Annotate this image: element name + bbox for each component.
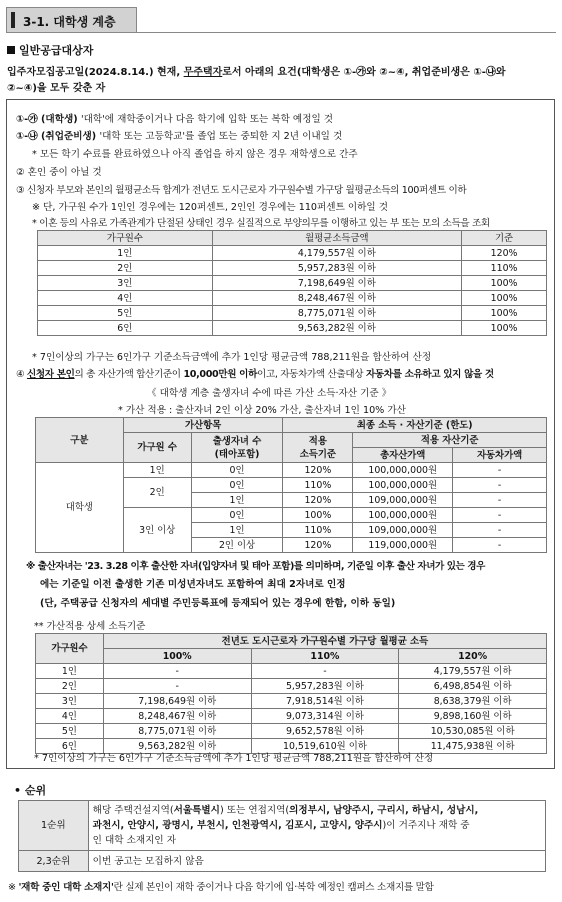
detail-h-100: 100% [103, 649, 251, 664]
bonus-h-car: 자동차가액 [453, 448, 547, 463]
table-cell: 7,198,649원 이하 [212, 276, 462, 291]
bonus-h-income-l2: 소득기준 [299, 448, 336, 460]
table-cell: 8,638,379원 이하 [399, 694, 547, 709]
table-cell: 110% [283, 523, 353, 538]
table-cell: 7,198,649원 이하 [103, 694, 251, 709]
table-cell: 1인 [38, 246, 213, 261]
table-cell: 120% [283, 493, 353, 508]
table-row [36, 463, 547, 478]
table-row [36, 709, 547, 724]
square-bullet-icon [7, 46, 15, 54]
bonus-title: 《 대학생 계층 출생자녀 수에 따른 가산 소득·자산 기준 》 [147, 388, 392, 399]
bonus-table [35, 417, 547, 553]
section-title-text: 일반공급대상자 [19, 44, 94, 57]
table-cell: 0인 [191, 478, 283, 493]
rank-2-label: 2,3순위 [19, 851, 89, 872]
table-cell: 120% [462, 246, 547, 261]
table-cell: 3인 이상 [123, 508, 191, 553]
rank-1-line2 [93, 818, 541, 833]
item-three: ③ 신청자 부모와 본인의 월평균소득 합계가 전년도 도시근로자 가구원수별 가구당 월평균소득의 100퍼센트 이하 [16, 185, 467, 196]
table-cell: 1인 [36, 664, 104, 679]
header-divider [137, 32, 556, 33]
bonus-note1: ※ 출산자녀는 '23. 3.28 이후 출산한 자녀(입양자녀 및 태아 포함)를 의미하며, 기준일 이후 출산 자녀가 있는 경우 [26, 561, 485, 572]
detail-h-members: 가구원수 [36, 634, 104, 664]
bonus-h-members: 가구원 수 [123, 433, 191, 463]
item-four-subject: 신청자 본인 [26, 369, 75, 380]
rank-1-line3: 인 대학 소재지인 자 [92, 835, 176, 846]
table-cell: 6,498,854원 이하 [399, 679, 547, 694]
table-cell: 2인 [36, 679, 104, 694]
table-cell: 1인 [191, 493, 283, 508]
bonus-h-children-l2: (태아포함) [214, 448, 260, 460]
bonus-h-max: 최종 소득 · 자산기준 (한도) [283, 418, 547, 433]
table-cell: 3인 [36, 694, 104, 709]
table-cell: 10,519,610원 이하 [251, 739, 399, 754]
bonus-h-children [191, 433, 283, 463]
table-cell: 5,957,283원 이하 [212, 261, 462, 276]
table-cell: 2인 [38, 261, 213, 276]
item-b [16, 128, 342, 142]
table-cell: - [251, 664, 399, 679]
table-cell: 9,563,282원 이하 [103, 739, 251, 754]
detail-note: * 7인이상의 가구는 6인가구 기준소득금액에 추가 1인당 평균금액 788,211원을 합산하여 산정 [34, 753, 434, 764]
table-cell: 100% [462, 276, 547, 291]
table-cell: 0인 [191, 463, 283, 478]
income-col-header: 가구원수 [38, 231, 213, 246]
table-row [38, 306, 547, 321]
table-cell: 5,957,283원 이하 [251, 679, 399, 694]
item-four-text: 의 총 자산가액 합산기준이 [74, 369, 184, 380]
table-cell: 4,179,557원 이하 [399, 664, 547, 679]
intro-text-a: 입주자모집공고일(2024.8.14.) 현재, [7, 67, 184, 78]
rank-1-seoul: 서울특별시 [173, 805, 220, 816]
table-cell: 110% [283, 478, 353, 493]
table-cell: - [453, 493, 547, 508]
item-four-num: ④ [16, 369, 27, 380]
table-cell: - [103, 679, 251, 694]
item-a [16, 111, 333, 125]
table-cell: 9,073,314원 이하 [251, 709, 399, 724]
table-cell: 6인 [36, 739, 104, 754]
table-cell: 1인 [191, 523, 283, 538]
item-four-car: 자동차를 소유하고 있지 않을 것 [365, 369, 494, 380]
table-cell: 110% [462, 261, 547, 276]
table-cell: 8,775,071원 이하 [103, 724, 251, 739]
table-cell: 9,652,578원 이하 [251, 724, 399, 739]
detail-table [35, 633, 547, 754]
item-b-body: '대학 또는 고등학교'를 졸업 또는 중퇴한 지 2년 이내일 것 [99, 131, 343, 142]
table-row [36, 664, 547, 679]
table-row [36, 694, 547, 709]
rank-1-cities-b: 과천시, 안양시, 광명시, 부천시, 인천광역시, 김포시, 고양시, 양주시 [92, 820, 383, 831]
table-cell: 4인 [36, 709, 104, 724]
table-cell: 8,775,071원 이하 [212, 306, 462, 321]
table-cell: 6인 [38, 321, 213, 336]
bonus-h-add: 가산항목 [123, 418, 283, 433]
table-cell: 100,000,000원 [353, 463, 453, 478]
rank-1-text-a: 해당 주택건설지역( [92, 805, 174, 816]
table-cell: - [103, 664, 251, 679]
table-cell: 109,000,000원 [353, 523, 453, 538]
table-cell: 100,000,000원 [353, 478, 453, 493]
table-cell: - [453, 478, 547, 493]
table-row [36, 679, 547, 694]
table-cell: 100% [283, 508, 353, 523]
bonus-h-asset: 적용 자산기준 [353, 433, 547, 448]
rank-1-cities-a: 의정부시, 남양주시, 구리시, 하남시, 성남시, [289, 805, 479, 816]
rank-2-desc: 이번 공고는 모집하지 않음 [88, 851, 545, 872]
item-four-text2: 이고, 자동차가액 산출대상 [257, 369, 366, 380]
section-header [6, 7, 137, 33]
income-note: * 7인이상의 가구는 6인가구 기준소득금액에 추가 1인당 평균금액 788,211원을 합산하여 산정 [32, 352, 432, 363]
detail-header-row2 [36, 649, 547, 664]
bonus-group-label: 대학생 [36, 463, 124, 553]
bonus-header-row1 [36, 418, 547, 433]
table-cell: 7,918,514원 이하 [251, 694, 399, 709]
intro-line1 [7, 63, 506, 78]
table-cell: 100% [462, 321, 547, 336]
bonus-subtitle: * 가산 적용 : 출산자녀 2인 이상 20% 가산, 출산자녀 1인 10% 가산 [118, 405, 406, 416]
detail-h-120: 120% [399, 649, 547, 664]
table-cell: - [453, 538, 547, 553]
page-title: 3-1. 대학생 계층 [23, 15, 116, 29]
income-table [37, 230, 547, 336]
rank-1-text-c: ) 또는 연접지역( [219, 805, 290, 816]
table-cell: 119,000,000원 [353, 538, 453, 553]
bonus-h-income-l1: 적용 [308, 435, 327, 447]
bonus-h-income [283, 433, 353, 463]
table-cell: 100% [462, 291, 547, 306]
item-four-limit: 10,000만원 이하 [183, 369, 258, 380]
item-a-head: ①-㉮ (대학생) [16, 114, 81, 125]
intro-text-underlined: 무주택자 [183, 67, 223, 78]
table-cell: 5인 [38, 306, 213, 321]
table-row [38, 291, 547, 306]
rank-table [18, 800, 546, 872]
table-cell: 9,898,160원 이하 [399, 709, 547, 724]
rank-1-desc [88, 801, 545, 851]
table-cell: 2인 [123, 478, 191, 508]
table-cell: 100% [462, 306, 547, 321]
item-b-head: ①-㉯ (취업준비생) [16, 131, 100, 142]
section-title [7, 42, 93, 58]
table-cell: - [453, 463, 547, 478]
rank-title [14, 782, 46, 798]
footer-mark: ※ [8, 882, 19, 893]
detail-h-main: 전년도 도시근로자 가구원수별 가구당 월평균 소득 [103, 634, 546, 649]
footer-text: 란 실제 본인이 재학 중이거나 다음 학기에 입·복학 예정인 캠퍼스 소재지를 말함 [113, 882, 434, 893]
table-cell: - [453, 523, 547, 538]
item-four [16, 366, 494, 380]
header-bar [11, 12, 15, 28]
table-cell: 1인 [123, 463, 191, 478]
table-row [38, 276, 547, 291]
bonus-note2: 에는 기준일 이전 출생한 기존 미성년자녀도 포함하여 최대 2자녀로 인정 [40, 579, 346, 590]
table-cell: 10,530,085원 이하 [399, 724, 547, 739]
table-cell: 2인 이상 [191, 538, 283, 553]
rank-1-line1 [93, 803, 541, 818]
table-cell: 0인 [191, 508, 283, 523]
income-col-header: 월평균소득금액 [212, 231, 462, 246]
table-cell: 4,179,557원 이하 [212, 246, 462, 261]
item-two: ② 혼인 중이 아닐 것 [16, 167, 102, 178]
bonus-h-children-l1: 출생자녀 수 [212, 435, 262, 447]
income-table-header [38, 231, 547, 246]
bonus-h-total: 총자산가액 [353, 448, 453, 463]
footer-term: '재학 중인 대학 소재지' [18, 882, 114, 893]
bonus-note3: (단, 주택공급 신청자의 세대별 주민등록표에 등재되어 있는 경우에 한함, 이하 동일) [40, 598, 396, 609]
rank-footer [8, 879, 434, 893]
item-three-note1: ※ 단, 가구원 수가 1인인 경우에는 120퍼센트, 2인인 경우에는 110퍼센트 이하일 것 [32, 202, 389, 213]
table-cell: 8,248,467원 이하 [212, 291, 462, 306]
item-a-body: '대학'에 재학중이거나 다음 학기에 입학 또는 복학 예정일 것 [80, 114, 334, 125]
intro-text-b: 로서 아래의 요건(대학생은 ①-㉮와 ②~④, 취업준비생은 ①-㉯와 [222, 67, 506, 78]
item-b-note: * 모든 학기 수료를 완료하였으나 아직 졸업을 하지 않은 경우 재학생으로 간주 [32, 149, 358, 160]
rank-title-text: 순위 [24, 784, 47, 797]
bonus-h-group: 구분 [36, 418, 124, 463]
detail-title: ** 가산적용 상세 소득기준 [34, 621, 146, 632]
detail-h-110: 110% [251, 649, 399, 664]
rank-row-1 [19, 801, 546, 851]
rank-1-text-d: )이 거주지나 재학 중 [382, 820, 470, 831]
table-cell: 3인 [38, 276, 213, 291]
table-cell: 109,000,000원 [353, 493, 453, 508]
table-row [38, 261, 547, 276]
table-cell: 9,563,282원 이하 [212, 321, 462, 336]
rank-1-label: 1순위 [19, 801, 89, 851]
table-cell: 120% [283, 463, 353, 478]
table-cell: - [453, 508, 547, 523]
table-row [36, 724, 547, 739]
table-row [38, 321, 547, 336]
table-cell: 11,475,938원 이하 [399, 739, 547, 754]
intro-line2: ②~④)을 모두 갖춘 자 [7, 83, 106, 94]
table-cell: 5인 [36, 724, 104, 739]
income-col-header: 기준 [462, 231, 547, 246]
bullet-dot-icon: • [14, 784, 25, 797]
table-cell: 120% [283, 538, 353, 553]
rank-row-2 [19, 851, 546, 872]
table-cell: 8,248,467원 이하 [103, 709, 251, 724]
table-cell: 100,000,000원 [353, 508, 453, 523]
table-cell: 4인 [38, 291, 213, 306]
detail-header-row1 [36, 634, 547, 649]
table-row [38, 246, 547, 261]
item-three-note2: * 이혼 등의 사유로 가족관계가 단절된 상태인 경우 실질적으로 부양의무를 이행하고 있는 부 또는 모의 소득을 조회 [32, 218, 490, 229]
